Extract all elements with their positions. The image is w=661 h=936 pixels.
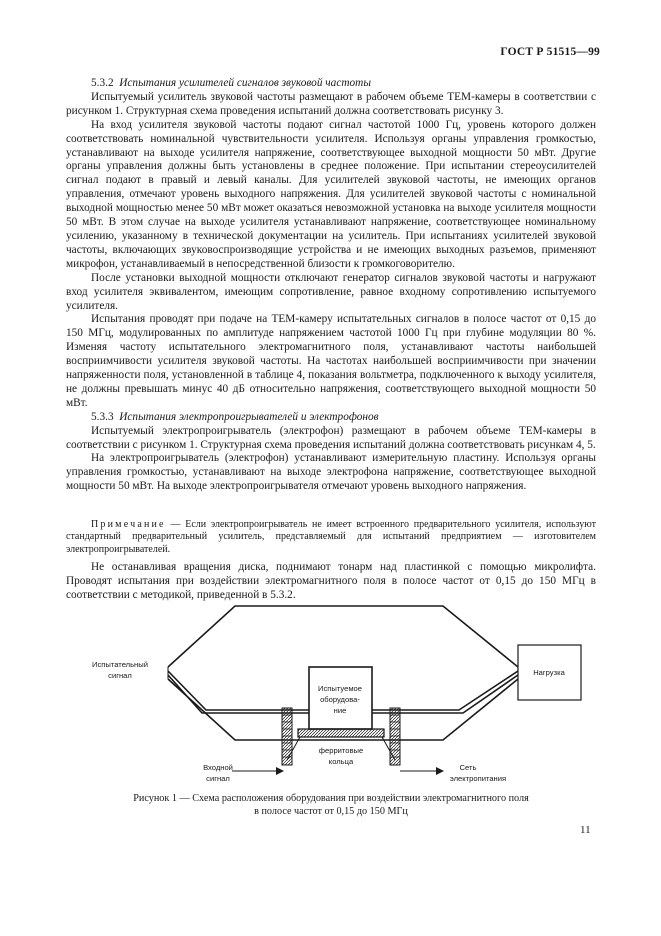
test-signal-label-2: сигнал xyxy=(108,671,132,680)
eut-label-3: ние xyxy=(333,706,347,715)
ferrite-label-2: кольца xyxy=(328,757,354,766)
input-signal-label-1: Входной xyxy=(203,763,233,772)
paragraph: После установки выходной мощности отключают генератор сигналов звуковой частоты и нагружают вход усилителя эквивалентом, имеющим сопротивление, равное входному сопротивлению испытуемого усилителя. xyxy=(66,271,596,312)
load-label: Нагрузка xyxy=(533,668,565,677)
page-number: 11 xyxy=(580,824,591,836)
insulating-support xyxy=(298,729,384,737)
eut-label-2: оборудова- xyxy=(320,695,360,704)
ferrite-label-1: ферритовые xyxy=(318,746,364,755)
section-title: Испытания усилителей сигналов звуковой частоты xyxy=(119,77,371,89)
section-heading-532: 5.3.2 Испытания усилителей сигналов звуковой частоты xyxy=(91,77,371,89)
document-code: ГОСТ Р 51515—99 xyxy=(500,46,600,58)
test-signal-label: Испытательный xyxy=(92,660,148,669)
ferrite-rings-left xyxy=(282,708,292,765)
paragraph: На вход усилителя звуковой частоты подают сигнал частотой 1000 Гц, уровень которого должен соответствовать номинальной чувствительности усилителя. Используя органы управления громкостью, устанавливают на выходе усилителя напряжение, соответствующее выходной мощности 50 мВт. Другие органы управления должны быть установлены в среднее положение. При испытании стереоусилителей сигнал подают в правый и левый каналы. Для усилителей звуковой частоты, не имеющих органов управления, отмечают уровень выходного напряжения. Для усилителей звуковой частоты с номинальной выходной мощностью менее 50 мВт может оказаться невозможной установка на выходе усилителя мощности 50 мВт. В этом случае на выходе усилителя устанавливают напряжение, соответствующее номинальному усилению, указанному в технической документации на усилитель. При испытаниях усилителей звуковой частоты, включающих звуковоспроизводящие устройства и не имеющих выходных разъемов, применяют микрофон, устанавливаемый в непосредственной близости к громкоговорителю. xyxy=(66,118,596,270)
input-signal-label-2: сигнал xyxy=(206,774,230,783)
paragraph: Испытуемый усилитель звуковой частоты размещают в рабочем объеме ТЕМ-камеры в соответствии с рисунком 1. Структурная схема проведения испытаний должна соответствовать рисунку 3. xyxy=(66,90,596,117)
tem-cell-outer xyxy=(168,606,518,667)
mains-label-1: Сеть xyxy=(459,763,477,772)
mains-label-2: электропитания xyxy=(449,774,507,783)
note-label: Примечание xyxy=(91,519,166,530)
paragraph: Испытания проводят при подаче на ТЕМ-камеру испытательных сигналов в полосе частот от 0,15 до 150 МГц, модулированных по амплитуде напряжением частотой 1000 Гц при глубине модуляции 80 %. Изменяя частоту испытательного электромагнитного поля, устанавливают частоты наибольшей восприимчивости усилителя звуковой частоты. На частотах наибольшей восприимчивости при значении напряженности поля, установленной в таблице 4, показания вольтметра, подключенного к выходу усилителя, не должны превышать минус 40 дБ относительно напряжения, соответствующего выходной мощности 50 мВт. xyxy=(66,313,596,409)
note-text: — Если электропроигрыватель не имеет встроенного предварительного усилителя, используют стандартный предварительный усилитель, представляемый для испытаний предприятием — изготовителем электропроигрывателей. xyxy=(66,519,596,555)
paragraph: Не останавливая вращения диска, поднимают тонарм над пластинкой с помощью микролифта. Проводят испытания при воздействии электромагнитного поля в полосе частот от 0,15 до 150 МГц в соответствии с методикой, приведенной в 5.3.2. xyxy=(66,561,596,601)
section-title: Испытания электропроигрывателей и электрофонов xyxy=(119,410,379,423)
paragraph: Испытуемый электропроигрыватель (электрофон) размещают в рабочем объеме ТЕМ-камеры в соответствии с рисунком 1. Структурная схема проведения испытаний должна соответствовать рисункам 4, 5. xyxy=(66,424,596,451)
section-heading-533: 5.3.3 Испытания электропроигрывателей и электрофонов xyxy=(91,410,379,423)
eut-label-1: Испытуемое xyxy=(318,684,362,693)
figure-caption: Рисунок 1 — Схема расположения оборудования при воздействии электромагнитного поля в полосе частот от 0,15 до 150 МГц xyxy=(133,793,529,817)
paragraph: На электропроигрыватель (электрофон) устанавливают измерительную пластину. Используя органы управления громкостью, устанавливают на выходе электрофона напряжение, соответствующее выходной мощности 50 мВт. На выходе электропроигрывателя отмечают уровень выходного напряжения. xyxy=(66,452,596,493)
ferrite-rings-right xyxy=(390,708,400,765)
